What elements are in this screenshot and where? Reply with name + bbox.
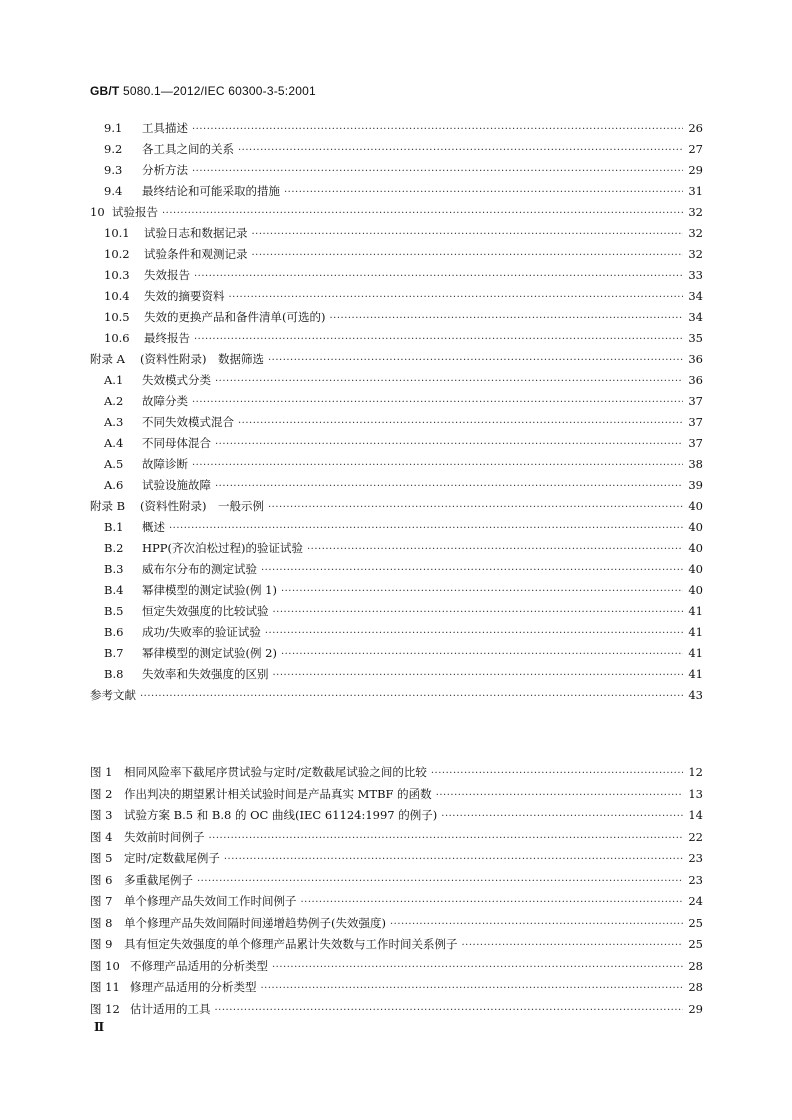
entry-number: A.6: [104, 478, 124, 492]
toc-entry[interactable]: [104, 477, 703, 493]
entry-title: 故障分类: [142, 394, 188, 408]
dot-leader: [261, 981, 684, 997]
figure-list-entry[interactable]: [90, 915, 703, 931]
entry-number: 9.2: [104, 142, 123, 156]
entry-page-number: 28: [688, 958, 703, 973]
entry-title: 恒定失效强度的比较试验: [142, 604, 269, 618]
entry-title: 多重截尾例子: [124, 872, 193, 887]
entry-number: A.4: [104, 436, 124, 450]
entry-title: 不同母体混合: [142, 436, 211, 450]
entry-number: 图 9: [90, 937, 113, 951]
entry-number: 附录 B: [90, 499, 126, 513]
dot-leader: [238, 416, 683, 432]
entry-title: 失效前时间例子: [124, 829, 205, 844]
entry-page-number: 31: [688, 184, 703, 198]
entry-page-number: 14: [688, 808, 703, 822]
entry-title: 试验方案 B.5 和 B.8 的 OC 曲线(IEC 61124:1997 的例子): [124, 808, 438, 822]
entry-number: 10.6: [104, 331, 130, 345]
toc-entry[interactable]: [104, 435, 703, 451]
toc-entry[interactable]: [104, 183, 703, 199]
dot-leader: [238, 143, 683, 159]
entry-number: B.2: [104, 541, 124, 555]
toc-entry[interactable]: [104, 540, 703, 556]
toc-entry[interactable]: [104, 330, 703, 346]
dot-leader: [462, 938, 684, 954]
entry-page-number: 29: [688, 163, 703, 177]
entry-title: 最终报告: [144, 331, 190, 345]
dot-leader: [215, 479, 683, 495]
dot-leader: [329, 311, 683, 327]
toc-entry[interactable]: [104, 393, 703, 409]
figure-list-entry[interactable]: [90, 958, 703, 974]
figure-list-entry[interactable]: [90, 764, 703, 780]
entry-page-number: 40: [688, 583, 703, 597]
dot-leader: [307, 542, 683, 558]
dot-leader: [229, 290, 684, 306]
entry-title: 不修理产品适用的分析类型: [130, 958, 268, 973]
entry-title: 估计适用的工具: [130, 1001, 211, 1016]
entry-page-number: 32: [688, 226, 703, 240]
entry-title: 威布尔分布的测定试验: [142, 562, 257, 576]
entry-page-number: 41: [688, 604, 703, 618]
entry-page-number: 27: [688, 142, 703, 156]
toc-entry[interactable]: [104, 582, 703, 598]
toc-entry[interactable]: [104, 162, 703, 178]
entry-page-number: 13: [688, 786, 703, 801]
entry-title: 最终结论和可能采取的措施: [142, 184, 280, 198]
entry-title: 故障诊断: [142, 457, 188, 471]
entry-number: 10.3: [104, 268, 130, 282]
entry-title: 工具描述: [142, 121, 188, 135]
dot-leader: [140, 689, 683, 705]
entry-page-number: 40: [688, 562, 703, 576]
dot-leader: [441, 809, 683, 825]
entry-page-number: 41: [688, 646, 703, 660]
entry-page-number: 39: [688, 478, 703, 492]
dot-leader: [209, 831, 684, 847]
entry-number: A.1: [104, 373, 124, 387]
entry-number: 10: [90, 205, 105, 219]
entry-title: 试验报告: [112, 205, 158, 219]
toc-entry[interactable]: [104, 309, 703, 325]
figure-list-entry[interactable]: [90, 936, 703, 952]
figure-list-entry[interactable]: [90, 872, 703, 888]
toc-entry[interactable]: [90, 204, 703, 220]
entry-title: 单个修理产品失效间隔时间递增趋势例子(失效强度): [124, 915, 386, 930]
toc-entry[interactable]: [104, 624, 703, 640]
toc-entry[interactable]: [104, 603, 703, 619]
entry-number: 图 3: [90, 808, 113, 822]
toc-entry[interactable]: [90, 687, 703, 703]
entry-page-number: 40: [688, 520, 703, 534]
toc-entry[interactable]: [104, 645, 703, 661]
entry-title: 修理产品适用的分析类型: [130, 980, 257, 994]
dot-leader: [224, 852, 683, 868]
entry-page-number: 40: [688, 541, 703, 555]
entry-number: 10.2: [104, 247, 130, 261]
entry-page-number: 41: [688, 667, 703, 681]
entry-title: 各工具之间的关系: [142, 142, 234, 156]
entry-title: 单个修理产品失效间工作时间例子: [124, 894, 297, 908]
toc-entry[interactable]: [104, 666, 703, 682]
toc-entry[interactable]: [104, 561, 703, 577]
entry-page-number: 29: [688, 1001, 703, 1016]
entry-number: B.8: [104, 667, 124, 681]
page-number-roman: Ⅱ: [94, 1020, 105, 1034]
entry-number: 图 5: [90, 851, 113, 865]
entry-page-number: 34: [688, 310, 703, 324]
entry-title: 定时/定数截尾例子: [124, 851, 220, 865]
entry-page-number: 38: [688, 457, 703, 471]
entry-number: A.5: [104, 457, 124, 471]
entry-number: 图 1: [90, 765, 113, 779]
entry-page-number: 34: [688, 289, 703, 303]
dot-leader: [169, 521, 683, 537]
entry-title: 失效的更换产品和备件清单(可选的): [144, 310, 326, 324]
dot-leader: [268, 500, 683, 516]
entry-number: B.4: [104, 583, 124, 597]
entry-number: 图 11: [90, 980, 120, 994]
entry-number: 9.1: [104, 121, 123, 135]
entry-title: 失效模式分类: [142, 373, 211, 387]
dot-leader: [197, 874, 683, 890]
dot-leader: [194, 269, 683, 285]
entry-page-number: 32: [688, 247, 703, 261]
entry-page-number: 40: [688, 499, 703, 513]
figure-list-entry[interactable]: [90, 893, 703, 909]
entry-title: (资料性附录) 一般示例: [140, 499, 264, 513]
entry-title: 参考文献: [90, 688, 136, 702]
figure-list-entry[interactable]: [90, 807, 703, 823]
entry-page-number: 33: [688, 268, 703, 282]
entry-number: A.3: [104, 415, 124, 429]
toc-entry[interactable]: [104, 372, 703, 388]
toc-entry[interactable]: [90, 351, 703, 367]
entry-title: 幂律模型的测定试验(例 1): [142, 583, 277, 597]
toc-entry[interactable]: [104, 246, 703, 262]
entry-title: 分析方法: [142, 163, 188, 177]
dot-leader: [431, 766, 683, 782]
entry-number: 图 10: [90, 958, 120, 973]
entry-number: 10.4: [104, 289, 130, 303]
entry-page-number: 25: [688, 937, 703, 951]
figure-list-entry[interactable]: [90, 786, 703, 802]
entry-page-number: 25: [688, 915, 703, 930]
entry-title: 不同失效模式混合: [142, 415, 234, 429]
entry-page-number: 22: [688, 829, 703, 844]
toc-entry[interactable]: [104, 120, 703, 136]
entry-page-number: 41: [688, 625, 703, 639]
entry-title: 试验条件和观测记录: [144, 247, 248, 261]
entry-number: 图 8: [90, 915, 113, 930]
dot-leader: [273, 668, 684, 684]
entry-page-number: 37: [688, 415, 703, 429]
entry-title: 具有恒定失效强度的单个修理产品累计失效数与工作时间关系例子: [124, 937, 458, 951]
entry-title: 幂律模型的测定试验(例 2): [142, 646, 277, 660]
entry-page-number: 37: [688, 436, 703, 450]
entry-number: 图 6: [90, 872, 113, 887]
figure-list-entry[interactable]: [90, 1001, 703, 1017]
figure-list-entry[interactable]: [90, 829, 703, 845]
entry-title: 相同风险率下截尾序贯试验与定时/定数截尾试验之间的比较: [124, 765, 427, 779]
dot-leader: [436, 788, 683, 804]
standard-code-bold: GB/T: [90, 84, 120, 98]
entry-number: 10.5: [104, 310, 130, 324]
entry-number: B.5: [104, 604, 124, 618]
entry-title: HPP(齐次泊松过程)的验证试验: [142, 541, 303, 555]
entry-page-number: 26: [688, 121, 703, 135]
entry-title: 失效报告: [144, 268, 190, 282]
toc-entry[interactable]: [104, 267, 703, 283]
dot-leader: [194, 332, 683, 348]
toc-entry[interactable]: [104, 456, 703, 472]
entry-number: B.3: [104, 562, 124, 576]
dot-leader: [215, 374, 683, 390]
entry-page-number: 28: [688, 980, 703, 994]
entry-title: (资料性附录) 数据筛选: [140, 352, 264, 366]
entry-number: 图 4: [90, 829, 113, 844]
dot-leader: [192, 164, 683, 180]
entry-number: 图 7: [90, 894, 113, 908]
dot-leader: [281, 647, 683, 663]
entry-number: 图 12: [90, 1001, 120, 1016]
dot-leader: [281, 584, 683, 600]
entry-number: B.6: [104, 625, 124, 639]
standard-code: 5080.1—2012/IEC 60300-3-5:2001: [123, 84, 316, 98]
entry-page-number: 23: [688, 851, 703, 865]
dot-leader: [192, 458, 683, 474]
toc-entry[interactable]: [104, 288, 703, 304]
entry-title: 概述: [142, 520, 165, 534]
entry-page-number: 36: [688, 373, 703, 387]
dot-leader: [284, 185, 683, 201]
entry-page-number: 37: [688, 394, 703, 408]
entry-number: 10.1: [104, 226, 130, 240]
entry-title: 失效的摘要资料: [144, 289, 225, 303]
entry-page-number: 24: [688, 894, 703, 908]
toc-entry[interactable]: [104, 225, 703, 241]
dot-leader: [272, 960, 683, 976]
toc-entry[interactable]: [104, 519, 703, 535]
entry-page-number: 12: [688, 765, 703, 779]
entry-page-number: 32: [688, 205, 703, 219]
dot-leader: [192, 395, 683, 411]
dot-leader: [261, 563, 683, 579]
entry-number: B.1: [104, 520, 124, 534]
entry-title: 试验日志和数据记录: [144, 226, 248, 240]
dot-leader: [390, 917, 683, 933]
dot-leader: [162, 206, 683, 222]
toc-entry[interactable]: [104, 414, 703, 430]
dot-leader: [301, 895, 684, 911]
entry-page-number: 23: [688, 872, 703, 887]
entry-number: 9.4: [104, 184, 123, 198]
toc-entry[interactable]: [104, 141, 703, 157]
dot-leader: [265, 626, 683, 642]
dot-leader: [192, 122, 683, 138]
dot-leader: [268, 353, 683, 369]
document-header: [90, 84, 316, 98]
dot-leader: [215, 437, 683, 453]
entry-number: 9.3: [104, 163, 123, 177]
entry-number: 附录 A: [90, 352, 125, 366]
dot-leader: [252, 248, 684, 264]
entry-page-number: 43: [688, 688, 703, 702]
entry-number: 图 2: [90, 786, 113, 801]
entry-page-number: 36: [688, 352, 703, 366]
dot-leader: [273, 605, 684, 621]
entry-title: 成功/失败率的验证试验: [142, 625, 261, 639]
dot-leader: [252, 227, 684, 243]
entry-number: B.7: [104, 646, 124, 660]
entry-title: 作出判决的期望累计相关试验时间是产品真实 MTBF 的函数: [124, 786, 432, 801]
dot-leader: [215, 1003, 684, 1019]
entry-page-number: 35: [688, 331, 703, 345]
entry-number: A.2: [104, 394, 124, 408]
toc-entry[interactable]: [90, 498, 703, 514]
figure-list-entry[interactable]: [90, 850, 703, 866]
entry-title: 试验设施故障: [142, 478, 211, 492]
entry-title: 失效率和失效强度的区别: [142, 667, 269, 681]
figure-list-entry[interactable]: [90, 979, 703, 995]
